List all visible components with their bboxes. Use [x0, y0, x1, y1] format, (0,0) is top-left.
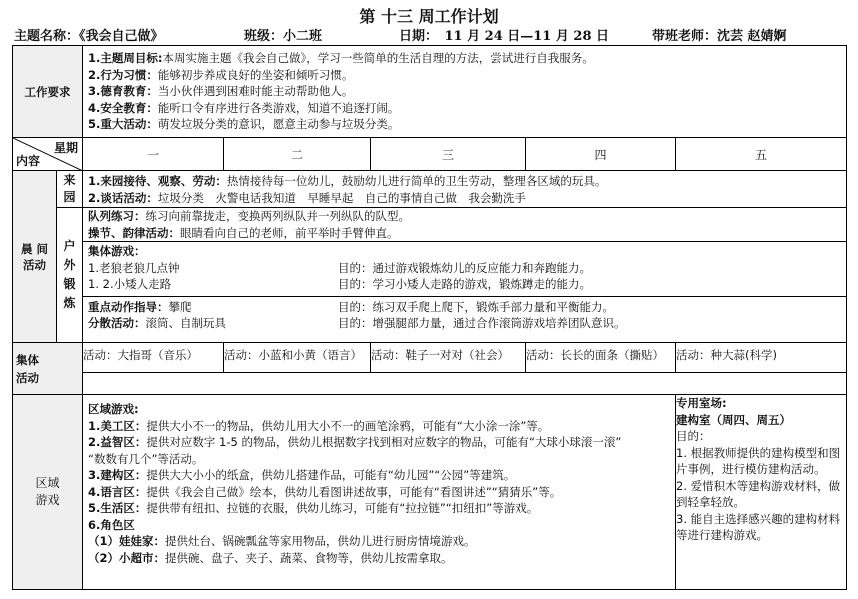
group-game-1: 1.老狼老狼几点钟 目的：通过游戏锻炼幼儿的反应能力和奔跑能力。	[88, 260, 591, 275]
weekly-plan-table	[12, 45, 847, 590]
area-line-9: （2）小超市：提供碗、盘子、夹子、蔬菜、食物等，供幼儿按需拿取。	[88, 550, 453, 565]
area-line-4: 3.建构区：提供大大小小的纸盒，供幼儿搭建作品，可能有“幼儿园”“公园”等建筑。	[88, 468, 516, 482]
requirement-line-1: 1.主题周目标:本周实施主题《我会自己做》，学习一些简单的生活自理的方法，尝试进行自我服务。	[88, 51, 594, 65]
teachers: 带班老师：沈芸 赵婧婀	[652, 29, 787, 44]
arrival-line-1: 1.来园接待、观察、劳动：热情接待每一位幼儿，鼓励幼儿进行简单的卫生劳动，整理各区域的玩具。	[88, 174, 607, 188]
requirements-label: 工作要求	[13, 46, 83, 138]
date-range: 日期： 11 月 24 日—11 月 28 日	[399, 29, 610, 44]
key-movement-guidance: 重点动作指导：攀爬 目的：练习双手爬上爬下，锻炼手部力量和平衡能力。	[88, 299, 614, 314]
area-line-8: （1）娃娃家：提供灶台、锅碗瓢盆等家用物品，供幼儿进行厨房情境游戏。	[88, 534, 476, 548]
group-game-heading: 集体游戏：	[88, 244, 146, 258]
day-header-wed: 三	[371, 138, 526, 171]
group-activity-notes	[83, 373, 847, 395]
special-room-goal-3: 3. 能自主选择感兴趣的建构材料等进行建构游戏。	[676, 511, 841, 542]
requirement-line-4: 4.安全教育：能听口令有序进行各类游戏，知道不追逐打闹。	[88, 100, 400, 115]
corner-diagonal-cell	[13, 138, 83, 171]
queue-practice: 队列练习：练习向前靠拢走，变换两列纵队并一列纵队的队型。	[88, 209, 410, 223]
area-line-1: 1.美工区：提供大小不一的物品，供幼儿用大小不一的画笔涂鸦，可能有“大小涂一涂”等。	[88, 418, 550, 433]
plan-header	[14, 25, 844, 43]
theme-name: 主题名称：《我会自己做》	[14, 29, 164, 44]
group-activity-label: 集体 活动	[13, 343, 83, 395]
outdoor-exercise-label: 户 外 锻 炼	[57, 208, 83, 343]
area-line-3: “数数有几个”等活动。	[88, 451, 204, 466]
group-game-2: 1. 2.小矮人走路 目的：学习小矮人走路的游戏，锻炼蹲走的能力。	[88, 277, 591, 291]
area-game-heading: 区域游戏:	[88, 402, 139, 416]
special-room-heading: 专用室场:	[676, 396, 727, 410]
requirements-content	[83, 46, 847, 138]
requirement-line-3: 3.德育教育：当小伙伴遇到困难时能主动帮助他人。	[88, 84, 354, 98]
day-header-thu: 四	[526, 138, 676, 171]
day-header-tue: 二	[224, 138, 371, 171]
page-title: 第 十三 周工作计划	[359, 7, 499, 26]
outdoor-content	[83, 208, 847, 343]
special-room-name: 建构室（周四、周五）	[676, 412, 791, 427]
content-corner-label: 内容	[16, 154, 41, 168]
requirement-line-5: 5.重大活动：萌发垃圾分类的意识，愿意主动参与垃圾分类。	[88, 117, 400, 131]
weekday-corner-label: 星期	[53, 141, 78, 155]
area-game-content	[83, 395, 676, 590]
area-game-label: 区域 游戏	[13, 395, 83, 590]
day-header-fri: 五	[676, 138, 847, 171]
arrival-label: 来 园	[57, 171, 83, 208]
special-room-goal-2: 2. 爱惜积木等建构游戏材料，做到轻拿轻放。	[676, 478, 841, 509]
area-line-2: 2.益智区：提供对应数字 1-5 的物品，供幼儿根据数字找到相对应数字的物品，可能有“大球小球滚一滚”	[88, 435, 622, 449]
group-activity-tue: 活动：小蓝和小黄（语言）	[224, 343, 371, 373]
group-activity-fri: 活动：种大蒜(科学)	[676, 343, 847, 373]
area-line-5: 4.语言区：提供《我会自己做》绘本，供幼儿看图讲述故事，可能有“看图讲述”“猜猜乐”等。	[88, 484, 562, 499]
requirement-line-2: 2.行为习惯：能够初步养成良好的坐姿和倾听习惯。	[88, 67, 354, 82]
special-room-content	[676, 395, 847, 590]
group-activity-mon: 活动：大指哥（音乐）	[83, 343, 224, 373]
day-header-mon: 一	[83, 138, 224, 171]
group-activity-wed: 活动：鞋子一对对（社会）	[371, 343, 526, 373]
special-room-goal-label: 目的：	[676, 429, 711, 443]
arrival-line-2: 2.谈话活动：垃圾分类 火警电话我知道 早睡早起 自己的事情自己做 我会勤洗手	[88, 190, 526, 205]
class-name: 班级：小二班	[244, 29, 323, 44]
special-room-goal-1: 1. 根据教师提供的建构模型和图片事例，进行模仿建构活动。	[676, 445, 841, 476]
area-line-7: 6.角色区	[88, 517, 135, 532]
morning-activity-label: 晨 间 活动	[13, 171, 57, 343]
group-activity-thu: 活动：长长的面条（撕贴）	[526, 343, 676, 373]
arrival-content	[83, 171, 847, 208]
rhythm-activity: 操节、韵律活动：眼睛看向自己的老师，前平举时手臂伸直。	[88, 225, 399, 240]
area-line-6: 5.生活区：提供带有纽扣、拉链的衣服，供幼儿练习，可能有“拉拉链”“扣纽扣”等游戏。	[88, 501, 539, 515]
free-activity: 分散活动：滚筒、自制玩具 目的：增强腿部力量，通过合作滚筒游戏培养团队意识。	[88, 316, 626, 330]
